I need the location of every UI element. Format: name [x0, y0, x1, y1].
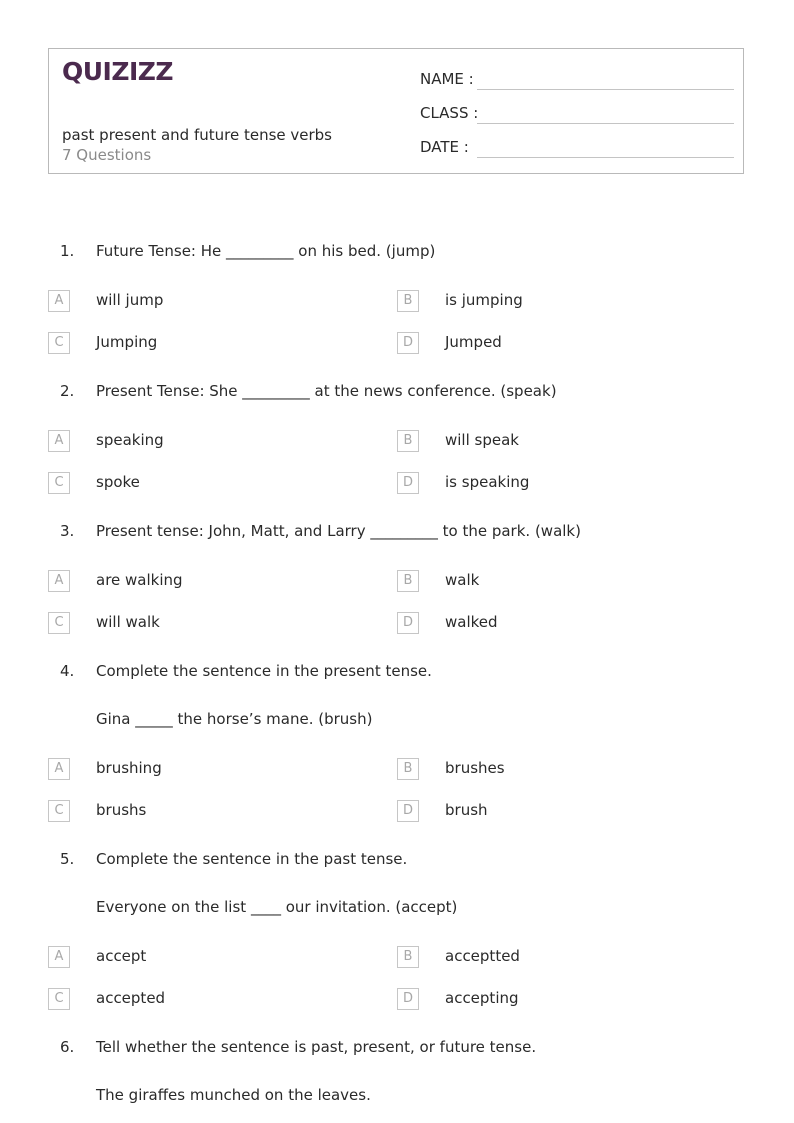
option-b-box[interactable]: B — [397, 946, 419, 968]
option-d-text[interactable]: is speaking — [445, 473, 530, 491]
option-c-box[interactable]: C — [48, 800, 70, 822]
option-b-box[interactable]: B — [397, 570, 419, 592]
option-d-text[interactable]: accepting — [445, 989, 519, 1007]
option-a-box[interactable]: A — [48, 290, 70, 312]
class-field[interactable] — [420, 100, 734, 126]
question-number: 5. — [60, 850, 75, 868]
option-b-box[interactable]: B — [397, 290, 419, 312]
question-subtext: The giraffes munched on the leaves. — [96, 1086, 371, 1104]
option-a-text[interactable]: speaking — [96, 431, 164, 449]
option-b-box[interactable]: B — [397, 430, 419, 452]
name-field[interactable] — [420, 66, 734, 92]
option-a-text[interactable]: are walking — [96, 571, 183, 589]
question-text: Complete the sentence in the past tense. — [96, 850, 408, 868]
option-d-box[interactable]: D — [397, 472, 419, 494]
question-text: Future Tense: He _________ on his bed. (jump) — [96, 242, 436, 260]
option-c-text[interactable]: spoke — [96, 473, 140, 491]
class-line[interactable] — [477, 123, 734, 124]
question-number: 1. — [60, 242, 75, 260]
question-text: Tell whether the sentence is past, present, or future tense. — [96, 1038, 537, 1056]
option-b-text[interactable]: is jumping — [445, 291, 523, 309]
option-d-text[interactable]: Jumped — [445, 333, 502, 351]
question-subtext: Everyone on the list ____ our invitation. (accept) — [96, 898, 458, 916]
question-number: 4. — [60, 662, 75, 680]
worksheet-header — [48, 48, 744, 174]
option-c-box[interactable]: C — [48, 472, 70, 494]
option-c-box[interactable]: C — [48, 988, 70, 1010]
option-a-box[interactable]: A — [48, 570, 70, 592]
option-a-box[interactable]: A — [48, 758, 70, 780]
question-text: Complete the sentence in the present tense. — [96, 662, 432, 680]
option-a-text[interactable]: accept — [96, 947, 147, 965]
option-a-text[interactable]: will jump — [96, 291, 164, 309]
option-c-box[interactable]: C — [48, 612, 70, 634]
question-count: 7 Questions — [62, 146, 152, 164]
name-line[interactable] — [477, 89, 734, 90]
question-number: 3. — [60, 522, 75, 540]
option-c-text[interactable]: Jumping — [96, 333, 158, 351]
option-c-box[interactable]: C — [48, 332, 70, 354]
question-number: 6. — [60, 1038, 75, 1056]
option-c-text[interactable]: brushs — [96, 801, 147, 819]
option-d-text[interactable]: walked — [445, 613, 498, 631]
option-c-text[interactable]: will walk — [96, 613, 160, 631]
question-number: 2. — [60, 382, 75, 400]
question-subtext: Gina _____ the horse’s mane. (brush) — [96, 710, 373, 728]
date-label: DATE : — [420, 138, 469, 156]
quizizz-logo: QUIZIZZ — [62, 57, 174, 86]
name-label: NAME : — [420, 70, 474, 88]
option-b-box[interactable]: B — [397, 758, 419, 780]
option-a-text[interactable]: brushing — [96, 759, 162, 777]
option-b-text[interactable]: acceptted — [445, 947, 520, 965]
worksheet-title: past present and future tense verbs — [62, 126, 332, 144]
question-text: Present Tense: She _________ at the news conference. (speak) — [96, 382, 557, 400]
option-a-box[interactable]: A — [48, 430, 70, 452]
option-d-text[interactable]: brush — [445, 801, 488, 819]
option-d-box[interactable]: D — [397, 332, 419, 354]
option-b-text[interactable]: will speak — [445, 431, 519, 449]
class-label: CLASS : — [420, 104, 479, 122]
option-b-text[interactable]: walk — [445, 571, 480, 589]
option-c-text[interactable]: accepted — [96, 989, 166, 1007]
date-field[interactable] — [420, 134, 734, 160]
date-line[interactable] — [477, 157, 734, 158]
option-b-text[interactable]: brushes — [445, 759, 505, 777]
option-d-box[interactable]: D — [397, 800, 419, 822]
option-d-box[interactable]: D — [397, 988, 419, 1010]
option-a-box[interactable]: A — [48, 946, 70, 968]
question-text: Present tense: John, Matt, and Larry _________ to the park. (walk) — [96, 522, 581, 540]
option-d-box[interactable]: D — [397, 612, 419, 634]
